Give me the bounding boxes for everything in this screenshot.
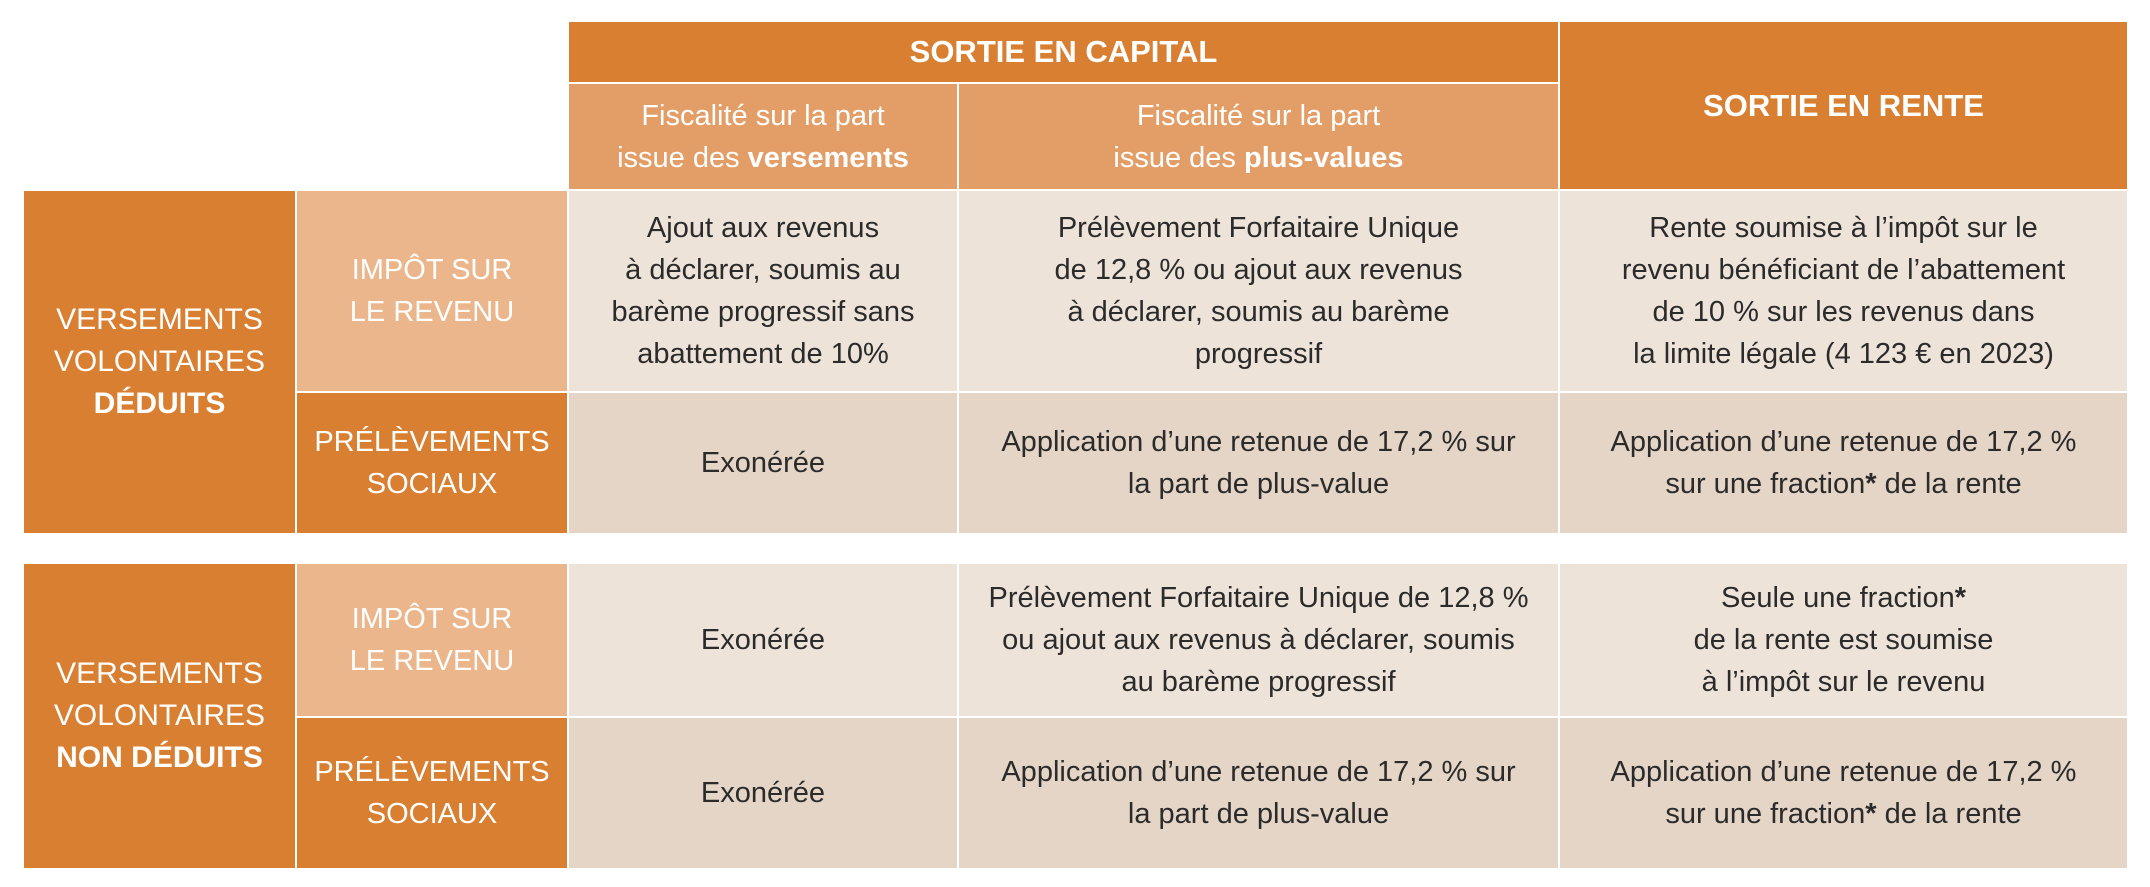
cell-deduits-impot-plus-values: Prélèvement Forfaitaire Unique de 12,8 % ou ajout aux revenus à déclarer, soumis au barème progressif: [957, 189, 1560, 393]
cell-non-deduits-impot-rente: Seule une fraction* de la rente est soumise à l’impôt sur le revenu: [1558, 562, 2129, 718]
cell-non-deduits-impot-plus-values: Prélèvement Forfaitaire Unique de 12,8 % ou ajout aux revenus à déclarer, soumis au barème progressif: [957, 562, 1560, 718]
cell-deduits-impot-rente: Rente soumise à l’impôt sur le revenu bénéficiant de l’abattement de 10 % sur les revenus dans la limite légale (4 123 € en 2023): [1558, 189, 2129, 393]
group-label-deduits: VERSEMENTS VOLONTAIRES DÉDUITS: [22, 189, 297, 535]
header-sortie-rente-label: SORTIE EN RENTE: [1703, 87, 1984, 123]
header-fiscalite-plus-values: [957, 82, 1560, 191]
row-label-impot-deduits: IMPÔT SUR LE REVENU: [295, 189, 569, 393]
cell-deduits-prelev-rente: Application d’une retenue de 17,2 % sur une fraction* de la rente: [1558, 391, 2129, 535]
cell-deduits-impot-versements: Ajout aux revenus à déclarer, soumis au barème progressif sans abattement de 10%: [567, 189, 959, 393]
header-plus-values-line2: issue des plus-values: [1113, 141, 1404, 174]
header-versements-line2: issue des versements: [617, 141, 909, 174]
header-plus-values-line1: Fiscalité sur la part: [1136, 99, 1381, 132]
cell-non-deduits-impot-versements: Exonérée: [567, 562, 959, 718]
row-label-prelevements-deduits: PRÉLÈVEMENTS SOCIAUX: [295, 391, 569, 535]
cell-deduits-prelev-versements: Exonérée: [567, 391, 959, 535]
header-sortie-capital: [567, 20, 1560, 84]
row-label-impot-non-deduits: IMPÔT SUR LE REVENU: [295, 562, 569, 718]
cell-non-deduits-prelev-versements: Exonérée: [567, 716, 959, 870]
cell-non-deduits-prelev-plus-values: Application d’une retenue de 17,2 % sur la part de plus-value: [957, 716, 1560, 870]
header-sortie-capital-label: SORTIE EN CAPITAL: [909, 34, 1218, 69]
header-sortie-rente: [1558, 20, 2129, 191]
header-versements-line1: Fiscalité sur la part: [641, 99, 885, 132]
cell-non-deduits-prelev-rente: Application d’une retenue de 17,2 % sur une fraction* de la rente: [1558, 716, 2129, 870]
group-label-non-deduits: VERSEMENTS VOLONTAIRES NON DÉDUITS: [22, 562, 297, 870]
cell-deduits-prelev-plus-values: Application d’une retenue de 17,2 % sur la part de plus-value: [957, 391, 1560, 535]
row-label-prelevements-non-deduits: PRÉLÈVEMENTS SOCIAUX: [295, 716, 569, 870]
header-fiscalite-versements: [567, 82, 959, 191]
